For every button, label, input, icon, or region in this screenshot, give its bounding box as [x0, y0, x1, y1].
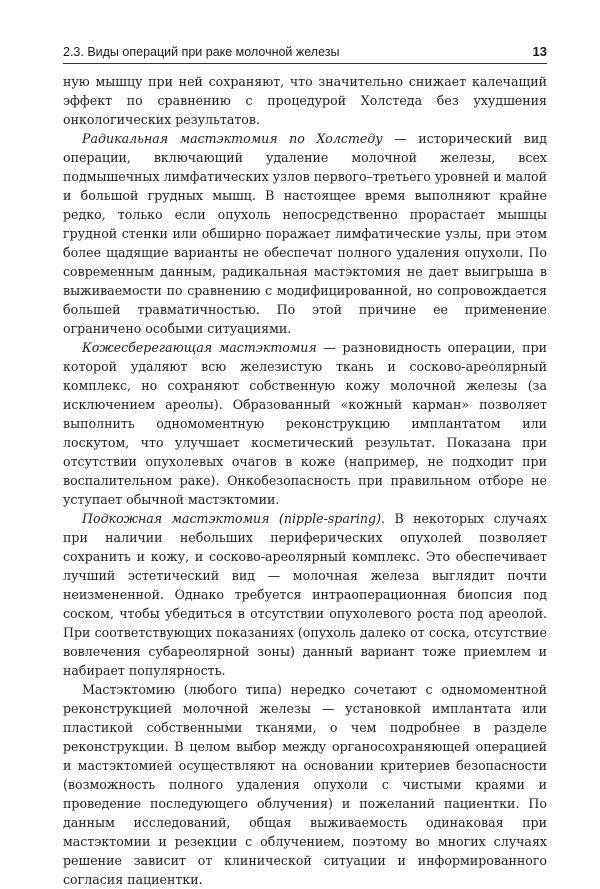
section-title: 2.3. Виды операций при раке молочной железы: [63, 45, 340, 59]
paragraph-text: Мастэктомию (любого типа) нередко сочетают с одномоментной реконструкцией молочной железы — установкой имплантата или пластикой собственными тканями, о чем подробнее в разделе реконструкции. В целом выбор между органосохраняющей операцией и мастэктомией осуществляют на основании критериев безопасности (возможность полного удаления опухоли с чистыми краями и проведение последующего облучения) и пожеланий пациентки. По данным исследований, общая выживаемость одинаковая при мастэктомии и резекции с облучением, поэтому во многих случаях решение зависит от клинической ситуации и информированного согласия пациентки.: [63, 682, 547, 887]
term-skin-sparing-mastectomy: Кожесберегающая мастэктомия: [82, 340, 317, 355]
page-number: 13: [532, 44, 547, 59]
paragraph-reconstruction: [63, 680, 547, 889]
paragraph-radical-mastectomy: [63, 129, 547, 338]
term-radical-mastectomy: Радикальная мастэктомия по Холстеду: [82, 131, 383, 146]
paragraph-text: . В некоторых случаях при наличии небольших периферических опухолей позволяет сохранить и кожу, и сосково-ареолярный комплекс. Это обеспечивает лучший эстетический вид — молочная железа выглядит почти неизмененной. Однако требуется интраоперационная биопсия под соском, чтобы убедиться в отсутствии опухолевого роста под ареолой. При соответствующих показаниях (опухоль далеко от соска, отсутствие вовлечения субареолярной зоны) данный вариант тоже приемлем и набирает популярность.: [63, 511, 547, 678]
paragraph-text: — разновидность операции, при которой удаляют всю железистую ткань и сосково-ареолярный комплекс, но сохраняют собственную кожу молочной железы (за исключением ареолы). Образованный «кожный карман» позволяет выполнить одномоментную реконструкцию имплантатом или лоскутом, что улучшает косметический результат. Показана при отсутствии опухолевых очагов в коже (например, не подходит при воспалительном раке). Онкобезопасность при правильном отборе не уступает обычной мастэктомии.: [63, 340, 548, 507]
paragraph-text: — исторический вид операции, включающий удаление молочной железы, всех подмышечных лимфатических узлов первого–третьего уровней и малой и большой грудных мышц. В настоящее время выполняют крайне редко, только если опухоль непосредственно прорастает мышцы грудной стенки или обширно поражает лимфатические узлы, при этом более щадящие варианты не обеспечат полного удаления опухоли. По современным данным, радикальная мастэктомия не дает выигрыша в выживаемости по сравнению с модифицированной, но сопровождается большей травматичностью. По этой причине ее применение ограничено особыми ситуациями.: [63, 131, 547, 336]
paragraph-text: ную мышцу при ней сохраняют, что значительно снижает калечащий эффект по сравнению с процедурой Холстеда без ухудшения онкологических результатов.: [63, 74, 547, 127]
body-text: [63, 72, 547, 889]
running-header: [63, 41, 547, 64]
paragraph-subcutaneous-mastectomy: [63, 509, 547, 680]
paragraph-continuation: [63, 72, 547, 129]
term-subcutaneous-mastectomy: Подкожная мастэктомия (nipple-sparing): [82, 511, 382, 526]
paragraph-skin-sparing-mastectomy: [63, 338, 547, 509]
